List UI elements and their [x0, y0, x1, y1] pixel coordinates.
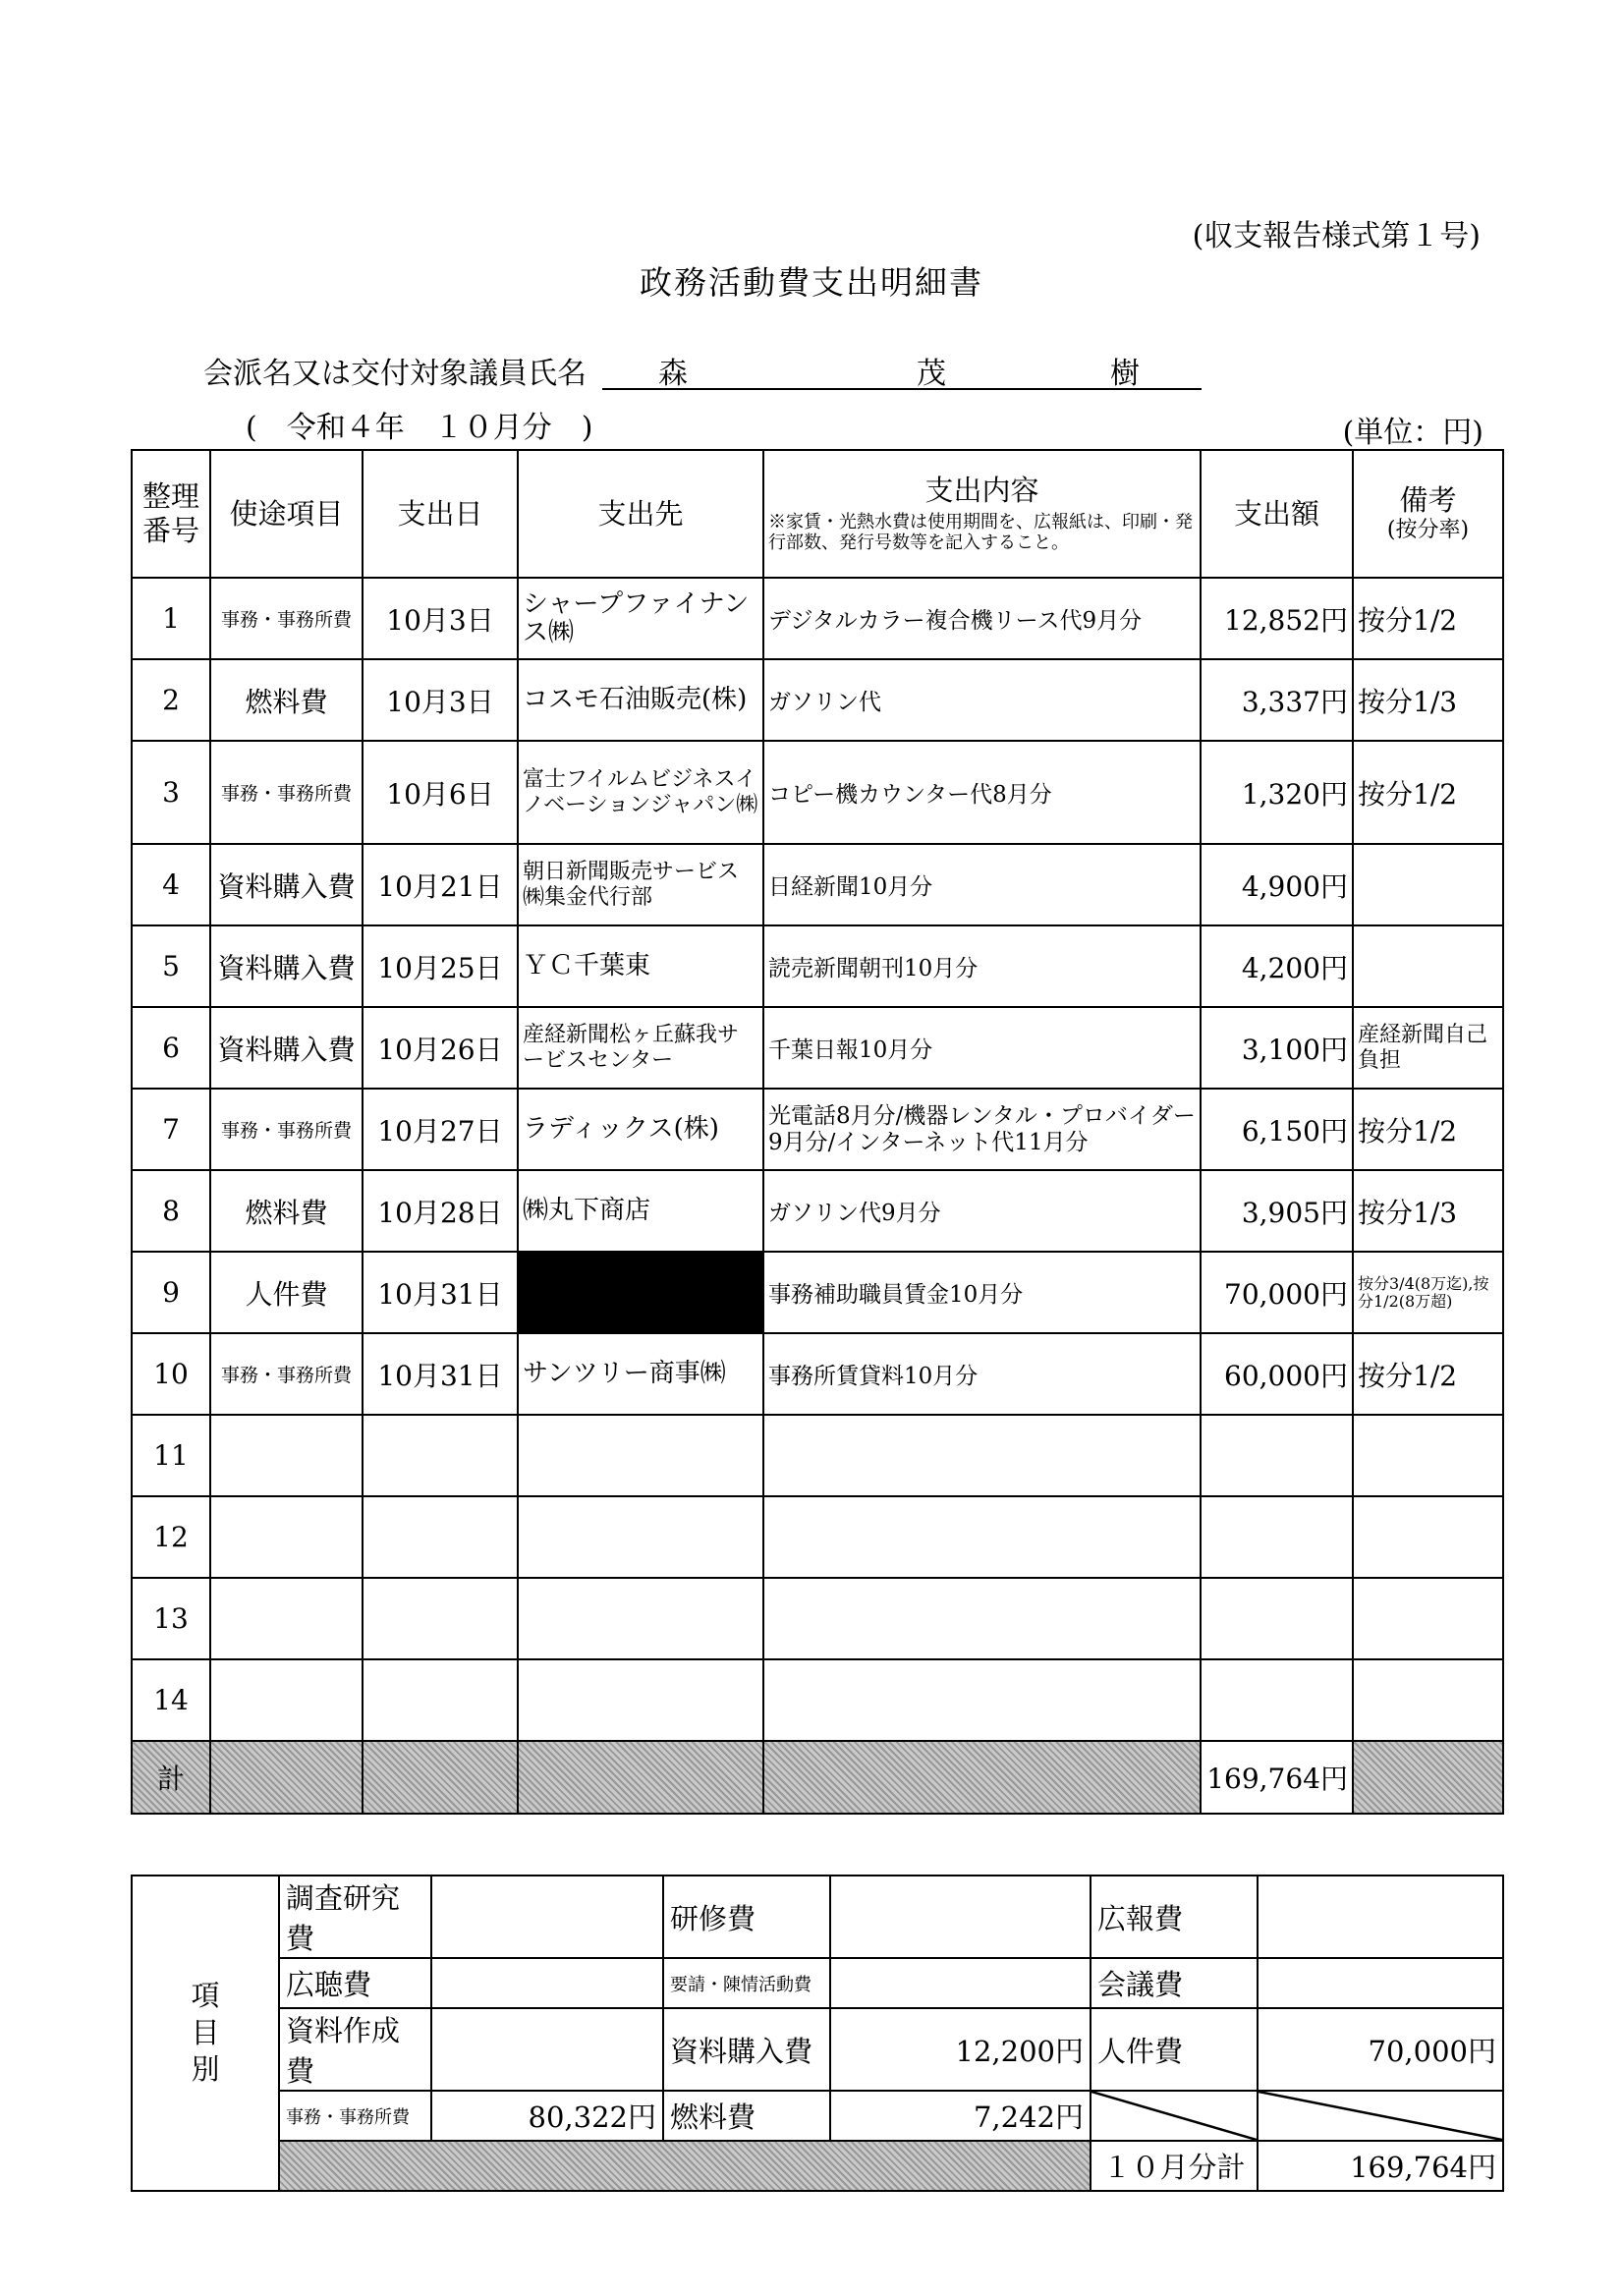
- diagonal-cell: [1258, 2091, 1503, 2141]
- month-total-amount: 169,764円: [1258, 2141, 1503, 2191]
- row-content: 光電話8月分/機器レンタル・プロバイダー9月分/インターネット代11月分: [763, 1089, 1201, 1170]
- row-amount: [1201, 1578, 1353, 1659]
- header-no: 整理 番号: [132, 450, 210, 578]
- row-payee: 朝日新聞販売サービス㈱集金代行部: [518, 844, 763, 925]
- row-content: デジタルカラー複合機リース代9月分: [763, 578, 1201, 659]
- header-content: [763, 450, 1201, 578]
- row-no: 9: [132, 1252, 210, 1333]
- row-remarks: [1353, 1578, 1503, 1659]
- row-content: ガソリン代9月分: [763, 1170, 1201, 1252]
- row-category: 人件費: [210, 1252, 363, 1333]
- category-row: [132, 2008, 1503, 2091]
- category-amount: 80,322円: [431, 2091, 663, 2141]
- row-no: 1: [132, 578, 210, 659]
- category-label: 会議費: [1091, 1958, 1258, 2008]
- group-name-label: 会派名又は交付対象議員氏名: [203, 357, 587, 391]
- row-date: 10月21日: [363, 844, 518, 925]
- category-amount: [830, 1958, 1091, 2008]
- row-no: 6: [132, 1007, 210, 1089]
- row-remarks: [1353, 925, 1503, 1007]
- row-date: [363, 1578, 518, 1659]
- row-content: ガソリン代: [763, 659, 1201, 741]
- row-amount: 3,100円: [1201, 1007, 1353, 1089]
- row-content: 日経新聞10月分: [763, 844, 1201, 925]
- row-amount: [1201, 1659, 1353, 1741]
- category-label: 広聴費: [279, 1958, 431, 2008]
- category-amount: [1258, 1876, 1503, 1958]
- category-amount: 12,200円: [830, 2008, 1091, 2091]
- category-summary-table: [131, 1875, 1504, 2192]
- table-row: [132, 1333, 1503, 1415]
- row-no: 3: [132, 741, 210, 844]
- row-no: 12: [132, 1496, 210, 1578]
- header-date: 支出日: [363, 450, 518, 578]
- row-date: 10月26日: [363, 1007, 518, 1089]
- category-label: 要請・陳情活動費: [663, 1958, 830, 2008]
- table-row: [132, 659, 1503, 741]
- table-row: [132, 844, 1503, 925]
- row-no: 13: [132, 1578, 210, 1659]
- row-no: 10: [132, 1333, 210, 1415]
- row-category: 資料購入費: [210, 1007, 363, 1089]
- form-number: (収支報告様式第１号): [1192, 219, 1481, 253]
- row-remarks: 按分1/2: [1353, 741, 1503, 844]
- row-content: 千葉日報10月分: [763, 1007, 1201, 1089]
- category-section-label: 項 目 別: [132, 1876, 279, 2191]
- row-no: 2: [132, 659, 210, 741]
- shaded-cell: [210, 1741, 363, 1814]
- member-name-part-3: 樹: [1110, 357, 1140, 391]
- category-amount: 7,242円: [830, 2091, 1091, 2141]
- row-content: [763, 1659, 1201, 1741]
- row-amount: 70,000円: [1201, 1252, 1353, 1333]
- redacted-payee: [518, 1252, 763, 1333]
- total-label: 計: [132, 1741, 210, 1814]
- row-payee: [518, 1659, 763, 1741]
- row-remarks: 産経新聞自己負担: [1353, 1007, 1503, 1089]
- row-no: 7: [132, 1089, 210, 1170]
- row-category: 資料購入費: [210, 925, 363, 1007]
- row-amount: 12,852円: [1201, 578, 1353, 659]
- total-amount: 169,764円: [1201, 1741, 1353, 1814]
- header-remarks: [1353, 450, 1503, 578]
- category-label: 資料作成費: [279, 2008, 431, 2091]
- row-payee: ＹＣ千葉東: [518, 925, 763, 1007]
- row-payee: サンツリー商事㈱: [518, 1333, 763, 1415]
- shaded-cell: [279, 2141, 1091, 2191]
- table-row: [132, 1007, 1503, 1089]
- row-remarks: 按分1/3: [1353, 1170, 1503, 1252]
- shaded-cell: [1353, 1741, 1503, 1814]
- row-no: 5: [132, 925, 210, 1007]
- row-payee: コスモ石油販売(株): [518, 659, 763, 741]
- row-category: 資料購入費: [210, 844, 363, 925]
- row-date: 10月31日: [363, 1252, 518, 1333]
- category-amount: [1258, 1958, 1503, 2008]
- table-row: [132, 1659, 1503, 1741]
- category-row: [132, 1876, 1503, 1958]
- shaded-cell: [363, 1741, 518, 1814]
- row-payee: 産経新聞松ヶ丘蘇我サービスセンター: [518, 1007, 763, 1089]
- row-date: 10月25日: [363, 925, 518, 1007]
- row-date: [363, 1496, 518, 1578]
- row-category: 事務・事務所費: [210, 741, 363, 844]
- table-row: [132, 578, 1503, 659]
- row-category: [210, 1659, 363, 1741]
- row-date: 10月28日: [363, 1170, 518, 1252]
- row-no: 11: [132, 1415, 210, 1496]
- row-content: 事務補助職員賃金10月分: [763, 1252, 1201, 1333]
- table-row: [132, 1170, 1503, 1252]
- row-amount: [1201, 1415, 1353, 1496]
- row-remarks: [1353, 1659, 1503, 1741]
- header-remarks-title: 備考: [1399, 483, 1457, 518]
- category-amount: 70,000円: [1258, 2008, 1503, 2091]
- row-amount: 4,900円: [1201, 844, 1353, 925]
- row-payee: [518, 1578, 763, 1659]
- row-content: [763, 1415, 1201, 1496]
- row-amount: 3,905円: [1201, 1170, 1353, 1252]
- category-label: 資料購入費: [663, 2008, 830, 2091]
- table-row: [132, 1089, 1503, 1170]
- table-row: [132, 1252, 1503, 1333]
- row-category: 燃料費: [210, 659, 363, 741]
- table-row: [132, 925, 1503, 1007]
- table-row: [132, 1578, 1503, 1659]
- category-label: 広報費: [1091, 1876, 1258, 1958]
- table-row: [132, 1415, 1503, 1496]
- row-content: 読売新聞朝刊10月分: [763, 925, 1201, 1007]
- row-remarks: [1353, 1496, 1503, 1578]
- row-remarks: 按分1/2: [1353, 578, 1503, 659]
- row-category: 事務・事務所費: [210, 1333, 363, 1415]
- member-name-part-1: 森: [658, 357, 688, 391]
- table-row: [132, 741, 1503, 844]
- row-remarks: 按分1/3: [1353, 659, 1503, 741]
- category-total-row: [132, 2141, 1503, 2191]
- category-label: 事務・事務所費: [279, 2091, 431, 2141]
- row-content: コピー機カウンター代8月分: [763, 741, 1201, 844]
- category-amount: [830, 1876, 1091, 1958]
- row-payee: ラディックス(株): [518, 1089, 763, 1170]
- row-amount: 1,320円: [1201, 741, 1353, 844]
- header-content-title: 支出内容: [924, 474, 1039, 507]
- row-amount: 4,200円: [1201, 925, 1353, 1007]
- row-amount: [1201, 1496, 1353, 1578]
- reporting-period: ( 令和４年 １０月分 ): [246, 411, 593, 445]
- expenditure-table: [131, 449, 1504, 1815]
- row-date: [363, 1415, 518, 1496]
- row-category: 事務・事務所費: [210, 1089, 363, 1170]
- row-payee: シャープファイナンス㈱: [518, 578, 763, 659]
- table-header-row: [132, 450, 1503, 578]
- row-amount: 6,150円: [1201, 1089, 1353, 1170]
- row-date: 10月27日: [363, 1089, 518, 1170]
- header-category: 使途項目: [210, 450, 363, 578]
- diagonal-cell: [1091, 2091, 1258, 2141]
- header-remarks-sub: (按分率): [1386, 518, 1470, 543]
- row-remarks: 按分1/2: [1353, 1089, 1503, 1170]
- unit-label: (単位：円): [1342, 416, 1483, 450]
- category-label: 研修費: [663, 1876, 830, 1958]
- category-label: 人件費: [1091, 2008, 1258, 2091]
- row-category: [210, 1496, 363, 1578]
- row-payee: 富士フイルムビジネスイノベーションジャパン㈱: [518, 741, 763, 844]
- row-no: 4: [132, 844, 210, 925]
- total-row: [132, 1741, 1503, 1814]
- row-date: 10月3日: [363, 659, 518, 741]
- document-title: 政務活動費支出明細書: [640, 263, 983, 302]
- row-content: [763, 1578, 1201, 1659]
- row-date: 10月3日: [363, 578, 518, 659]
- member-name-part-2: 茂: [917, 357, 946, 391]
- row-remarks: [1353, 1415, 1503, 1496]
- row-payee: ㈱丸下商店: [518, 1170, 763, 1252]
- row-remarks: [1353, 844, 1503, 925]
- row-no: 14: [132, 1659, 210, 1741]
- header-amount: 支出額: [1201, 450, 1353, 578]
- category-amount: [431, 1958, 663, 2008]
- row-date: [363, 1659, 518, 1741]
- category-label: 燃料費: [663, 2091, 830, 2141]
- category-row: [132, 2091, 1503, 2141]
- shaded-cell: [518, 1741, 763, 1814]
- row-category: 燃料費: [210, 1170, 363, 1252]
- category-label: 調査研究費: [279, 1876, 431, 1958]
- row-amount: 3,337円: [1201, 659, 1353, 741]
- category-amount: [431, 1876, 663, 1958]
- row-remarks: 按分3/4(8万迄),按分1/2(8万超): [1353, 1252, 1503, 1333]
- header-payee: 支出先: [518, 450, 763, 578]
- row-date: 10月31日: [363, 1333, 518, 1415]
- month-total-label: １０月分計: [1091, 2141, 1258, 2191]
- row-category: [210, 1415, 363, 1496]
- shaded-cell: [763, 1741, 1201, 1814]
- row-amount: 60,000円: [1201, 1333, 1353, 1415]
- row-content: [763, 1496, 1201, 1578]
- row-category: [210, 1578, 363, 1659]
- row-payee: [518, 1415, 763, 1496]
- row-category: 事務・事務所費: [210, 578, 363, 659]
- row-payee: [518, 1496, 763, 1578]
- category-row: [132, 1958, 1503, 2008]
- row-date: 10月6日: [363, 741, 518, 844]
- header-content-note: ※家賃・光熱水費は使用期間を、広報紙は、印刷・発行部数、発行号数等を記入すること。: [768, 511, 1193, 554]
- row-remarks: 按分1/2: [1353, 1333, 1503, 1415]
- table-row: [132, 1496, 1503, 1578]
- row-content: 事務所賃貸料10月分: [763, 1333, 1201, 1415]
- category-amount: [431, 2008, 663, 2091]
- row-no: 8: [132, 1170, 210, 1252]
